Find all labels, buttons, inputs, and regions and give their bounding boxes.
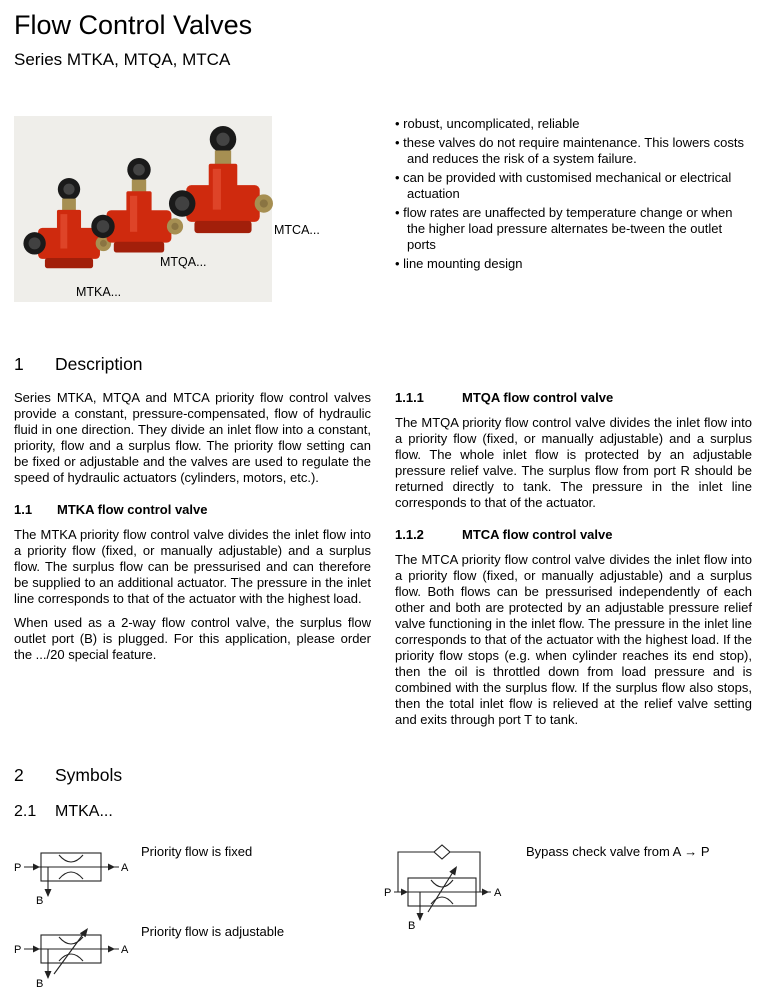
port-label-p: P	[14, 862, 22, 875]
flow-arrow-icon	[33, 946, 40, 953]
section-title: Symbols	[55, 765, 123, 786]
flow-arrow-icon	[482, 889, 489, 896]
product-photo-illustration	[14, 116, 324, 306]
subsection-number: 1.1	[14, 502, 33, 518]
symbols-right-group	[384, 840, 752, 987]
symbol-priority-adjustable	[14, 920, 129, 987]
photo-label-mtqa: MTQA...	[160, 255, 207, 270]
mtqa-paragraph: The MTQA priority flow control valve divides the inlet flow into a priority flow (fixed, or manually adjustable) and a surplus flow. The whole inlet flow is protected by an adjustable pressure relief valve. The surplus flow from port R should be returned directly to tank. The pressure in the inlet line corresponds to that of the actuator.	[395, 415, 752, 511]
flow-arrow-icon	[45, 889, 52, 897]
subsection-number: 1.1.1	[395, 390, 424, 406]
subsection-title: MTQA flow control valve	[462, 390, 614, 406]
feature-item: • flow rates are unaffected by temperature change or when the higher load pressure alternates be-tween the outlet ports	[395, 205, 752, 253]
port-label-p: P	[14, 944, 22, 957]
port-label-b: B	[36, 978, 44, 987]
flow-arrow-icon	[417, 913, 424, 921]
subsection-heading-mtka	[14, 502, 371, 518]
subsection-number: 1.1.2	[395, 527, 424, 543]
description-right-column	[395, 390, 752, 728]
subsection-number: 2.1	[14, 803, 37, 821]
adjust-arrow-icon	[80, 928, 88, 937]
feature-item: • line mounting design	[395, 256, 752, 272]
port-label-b: B	[408, 920, 416, 933]
symbol-caption: Priority flow is adjustable	[141, 924, 285, 940]
check-valve-icon	[434, 845, 450, 859]
photo-label-mtka: MTKA...	[76, 285, 122, 300]
flow-arrow-icon	[108, 864, 115, 871]
adjust-arrow-icon	[449, 866, 457, 876]
section-number: 1	[14, 354, 24, 375]
mtca-paragraph: The MTCA priority flow control valve divides the inlet flow into a priority flow (fixed, or manually adjustable) and a surplus flow. Both flows can be pressurised independently of each other and both are protected by an adjustable pressure relief valve functioning in the inlet flow. The pressure in the inlet line corresponds to that of the actuator with the highest load. If the priority flow stops (e.g. when cylinder reaches its end stop), then the oil is throttled down from load pressure and is combined with the surplus flow. If the surplus flow also stops, then the total inlet flow is relieved at the relief valve setting and exits through port T to tank.	[395, 552, 752, 728]
symbol-priority-fixed	[14, 840, 129, 906]
symbol-caption: Priority flow is fixed	[141, 844, 253, 860]
subsection-heading-mtqa	[395, 390, 752, 406]
description-left-column	[14, 390, 371, 728]
port-label-a: A	[494, 887, 502, 900]
symbol-bypass-item	[384, 840, 752, 932]
flow-arrow-icon	[45, 971, 52, 979]
symbol-caption: Bypass check valve from A → P	[526, 844, 710, 860]
feature-item: • robust, uncomplicated, reliable	[395, 116, 752, 132]
page-title: Flow Control Valves	[14, 10, 253, 40]
section-number: 2	[14, 765, 24, 786]
intro-paragraph: Series MTKA, MTQA and MTCA priority flow control valves provide a constant, pressure-compensated, flow of hydraulic fluid in one direction. They divide an inlet flow into a constant, priority, flow and a surplus flow. The priority flow setting can be fixed or adjustable and the valves are used to regulate the speed of hydraulic actuators (cylinders, motors, etc.).	[14, 390, 371, 486]
flow-arrow-icon	[33, 864, 40, 871]
feature-list	[395, 116, 752, 311]
feature-item: • can be provided with customised mechanical or electrical actuation	[395, 170, 752, 202]
subsection-heading-mtca	[395, 527, 752, 543]
photo-label-mtca: MTCA...	[274, 223, 320, 238]
intro-block	[14, 116, 752, 311]
section-heading-description	[14, 353, 752, 375]
symbols-left-group	[14, 840, 384, 987]
section-title: Description	[55, 354, 143, 375]
symbol-fixed-item	[14, 840, 384, 906]
port-label-a: A	[121, 862, 129, 875]
section-heading-symbols	[14, 764, 752, 786]
feature-item: • these valves do not require maintenance. This lowers costs and reduces the risk of a system failure.	[395, 135, 752, 167]
symbol-bypass-check	[384, 840, 514, 932]
port-label-a: A	[121, 944, 129, 957]
symbol-adjustable-item	[14, 920, 384, 987]
port-label-p: P	[384, 887, 392, 900]
flow-arrow-icon	[108, 946, 115, 953]
subsection-title: MTKA...	[55, 803, 113, 821]
mtka-paragraph-2: When used as a 2-way flow control valve, the surplus flow outlet port (B) is plugged. For this application, please order the .../20 special feature.	[14, 615, 371, 663]
subsection-heading-symbols-mtka	[14, 802, 752, 822]
product-photo	[14, 116, 324, 311]
subsection-title: MTKA flow control valve	[57, 502, 208, 518]
symbols-block	[14, 840, 752, 987]
page-subtitle: Series MTKA, MTQA, MTCA	[14, 50, 231, 70]
description-columns	[14, 390, 752, 728]
subsection-title: MTCA flow control valve	[462, 527, 613, 543]
port-label-b: B	[36, 895, 44, 907]
flow-arrow-icon	[401, 889, 408, 896]
mtka-paragraph-1: The MTKA priority flow control valve divides the inlet flow into a priority flow (fixed, or manually adjustable) and a surplus flow. The surplus flow can be pressurised and can therefore be supplied to an additional actuator. The pressure in the inlet line corresponds to that of the actuator with the highest load.	[14, 527, 371, 607]
